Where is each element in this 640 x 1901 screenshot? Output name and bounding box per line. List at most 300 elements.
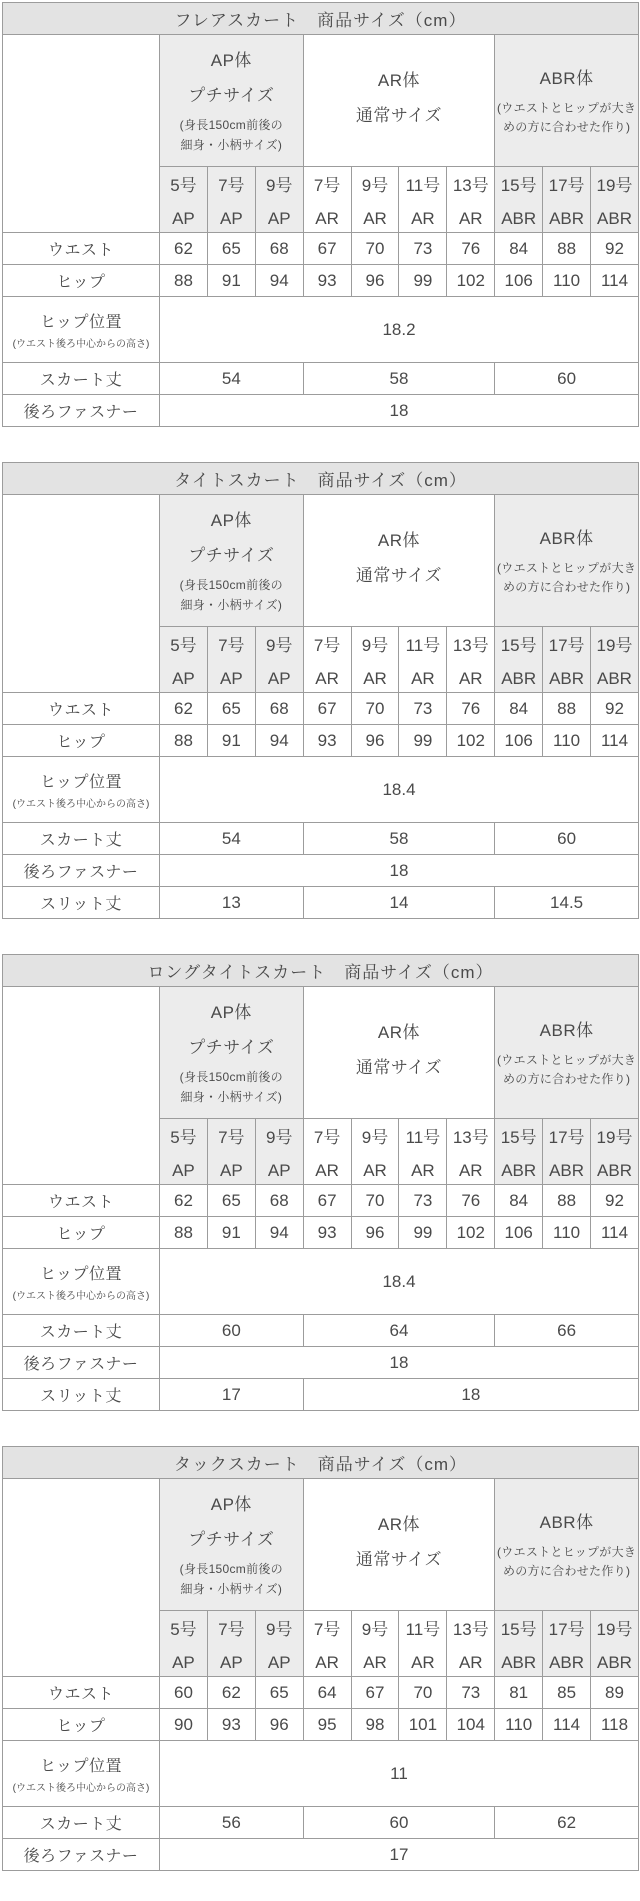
group-name: AR体 xyxy=(377,530,421,550)
value-cell: 94 xyxy=(255,725,303,757)
row-label xyxy=(3,1677,160,1709)
row-label xyxy=(3,887,160,919)
row-label xyxy=(3,363,160,395)
row-label xyxy=(3,855,160,887)
table-title: タイトスカート 商品サイズ（cm） xyxy=(3,463,639,495)
size-body-type-label: AP xyxy=(267,208,291,228)
row-label xyxy=(3,1249,160,1315)
group-note-line: 細身・小柄サイズ) xyxy=(180,137,283,152)
size-body-type-label: AP xyxy=(267,1652,291,1672)
value-cell-merged: 18 xyxy=(160,395,639,427)
group-name: AR体 xyxy=(377,70,421,90)
size-body-type-label: AP xyxy=(267,668,291,688)
size-body-type-label: AR xyxy=(411,1652,435,1672)
size-body-type-label: AR xyxy=(411,1160,435,1180)
group-name: ABR体 xyxy=(539,1512,594,1532)
value-cell: 68 xyxy=(255,233,303,265)
row-label xyxy=(3,1315,160,1347)
size-col-header xyxy=(255,1119,303,1185)
size-number-label: 13号 xyxy=(452,175,489,195)
group-note-line: (ウエストとヒップが大き xyxy=(497,1052,637,1067)
size-body-type-label: ABR xyxy=(597,1160,632,1180)
size-number-label: 11号 xyxy=(405,175,441,195)
size-col-header xyxy=(447,1611,495,1677)
value-cell-group: 58 xyxy=(303,823,495,855)
size-col-header xyxy=(447,167,495,233)
size-number-label: 17号 xyxy=(548,1127,585,1147)
group-note-line: めの方に合わせた作り) xyxy=(502,120,631,134)
size-body-type-label: AR xyxy=(315,208,339,228)
size-col-header xyxy=(399,167,447,233)
value-cell: 88 xyxy=(160,725,208,757)
value-cell-merged: 18 xyxy=(160,855,639,887)
header-spacer-cell xyxy=(3,987,160,1185)
table-row xyxy=(3,887,639,919)
value-cell-group: 60 xyxy=(495,823,639,855)
group-header-ap xyxy=(160,495,304,627)
value-cell-group: 54 xyxy=(160,363,304,395)
size-table-2 xyxy=(2,462,639,919)
value-cell: 60 xyxy=(160,1677,208,1709)
size-number-label: 7号 xyxy=(313,1127,341,1147)
value-cell: 96 xyxy=(351,1217,399,1249)
row-label xyxy=(3,693,160,725)
size-body-type-label: AR xyxy=(363,1160,387,1180)
table-title-row xyxy=(3,955,639,987)
table-row xyxy=(3,1807,639,1839)
value-cell-group: 58 xyxy=(303,363,495,395)
group-name: AP体 xyxy=(210,1495,252,1515)
row-label-text: ウエスト xyxy=(47,1686,114,1703)
size-number-label: 9号 xyxy=(265,175,293,195)
size-col-header xyxy=(303,167,351,233)
value-cell: 73 xyxy=(447,1677,495,1709)
row-label-text: ヒップ xyxy=(56,1226,106,1243)
row-label-text: スカート丈 xyxy=(39,1324,123,1341)
size-col-header xyxy=(255,627,303,693)
table-row xyxy=(3,1217,639,1249)
size-number-label: 13号 xyxy=(452,1619,489,1639)
value-cell: 92 xyxy=(591,693,639,725)
value-cell: 99 xyxy=(399,1217,447,1249)
header-spacer-cell xyxy=(3,1479,160,1677)
value-cell: 118 xyxy=(591,1709,639,1741)
size-body-type-label: AP xyxy=(267,1160,291,1180)
value-cell: 102 xyxy=(447,265,495,297)
group-header-abr xyxy=(495,35,639,167)
size-number-label: 15号 xyxy=(500,1127,537,1147)
value-cell: 85 xyxy=(543,1677,591,1709)
size-number-label: 19号 xyxy=(596,1619,633,1639)
value-cell: 70 xyxy=(399,1677,447,1709)
value-cell: 84 xyxy=(495,1185,543,1217)
group-header-row xyxy=(3,35,639,167)
size-body-type-label: AP xyxy=(172,208,195,228)
value-cell: 91 xyxy=(207,265,255,297)
row-label-text: ヒップ位置 xyxy=(39,1758,123,1775)
group-subtitle: プチサイズ xyxy=(188,1530,275,1550)
size-number-label: 9号 xyxy=(265,1127,293,1147)
table-title-row xyxy=(3,1447,639,1479)
group-name: AP体 xyxy=(210,51,252,71)
value-cell: 93 xyxy=(303,1217,351,1249)
size-body-type-label: AP xyxy=(172,1160,195,1180)
value-cell: 94 xyxy=(255,1217,303,1249)
size-col-header xyxy=(447,1119,495,1185)
value-cell-group: 54 xyxy=(160,823,304,855)
value-cell: 70 xyxy=(351,1185,399,1217)
value-cell-group: 13 xyxy=(160,887,304,919)
size-number-label: 9号 xyxy=(361,635,389,655)
group-name: ABR体 xyxy=(539,68,594,88)
size-body-type-label: AP xyxy=(219,668,243,688)
size-col-header xyxy=(207,1119,255,1185)
size-table-4 xyxy=(2,1446,639,1871)
size-body-type-label: AP xyxy=(219,1160,243,1180)
group-subtitle: 通常サイズ xyxy=(355,105,443,125)
group-note-line: めの方に合わせた作り) xyxy=(502,1564,631,1578)
table-row xyxy=(3,757,639,823)
value-cell-merged: 17 xyxy=(160,1839,639,1871)
value-cell: 93 xyxy=(207,1709,255,1741)
tables-root xyxy=(0,2,640,1871)
table-body xyxy=(3,233,639,427)
table-title: フレアスカート 商品サイズ（cm） xyxy=(3,3,639,35)
group-name: AP体 xyxy=(210,1003,252,1023)
size-col-header xyxy=(207,627,255,693)
size-col-header xyxy=(543,1611,591,1677)
size-col-header xyxy=(543,1119,591,1185)
size-body-type-label: AP xyxy=(172,1652,195,1672)
row-label xyxy=(3,1347,160,1379)
row-label-text: スリット丈 xyxy=(40,896,122,913)
size-body-type-label: AR xyxy=(315,1652,339,1672)
size-body-type-label: ABR xyxy=(597,208,632,228)
size-body-type-label: ABR xyxy=(549,1652,585,1672)
group-note-line: (身長150cm前後の xyxy=(179,118,283,133)
value-cell: 68 xyxy=(255,693,303,725)
value-cell: 92 xyxy=(591,233,639,265)
value-cell: 65 xyxy=(207,233,255,265)
group-note-line: 細身・小柄サイズ) xyxy=(180,1089,283,1104)
group-header-abr xyxy=(495,1479,639,1611)
row-label-text: スカート丈 xyxy=(39,372,123,389)
size-number-label: 9号 xyxy=(361,1127,389,1147)
size-col-header xyxy=(303,627,351,693)
group-name: AP体 xyxy=(210,511,252,531)
size-body-type-label: ABR xyxy=(549,668,585,688)
value-cell-group: 17 xyxy=(160,1379,304,1411)
value-cell: 76 xyxy=(447,233,495,265)
value-cell: 84 xyxy=(495,693,543,725)
group-name: AR体 xyxy=(377,1514,421,1534)
row-label xyxy=(3,823,160,855)
value-cell: 101 xyxy=(399,1709,447,1741)
size-number-label: 11号 xyxy=(405,1619,441,1639)
value-cell: 93 xyxy=(303,725,351,757)
group-header-ar xyxy=(303,1479,495,1611)
size-body-type-label: AR xyxy=(458,1160,483,1180)
value-cell: 67 xyxy=(303,693,351,725)
size-body-type-label: AP xyxy=(172,668,195,688)
group-note-line: (身長150cm前後の xyxy=(179,578,283,593)
size-number-label: 15号 xyxy=(500,175,537,195)
row-label xyxy=(3,725,160,757)
group-subtitle: プチサイズ xyxy=(188,86,275,106)
value-cell: 110 xyxy=(495,1709,543,1741)
value-cell: 88 xyxy=(543,233,591,265)
size-number-label: 5号 xyxy=(170,175,197,195)
group-note-line: (身長150cm前後の xyxy=(179,1562,283,1577)
size-col-header xyxy=(591,627,639,693)
value-cell: 68 xyxy=(255,1185,303,1217)
size-col-header xyxy=(495,1611,543,1677)
size-number-label: 17号 xyxy=(548,175,585,195)
group-subtitle: 通常サイズ xyxy=(355,1549,443,1569)
size-number-label: 9号 xyxy=(265,1619,293,1639)
value-cell: 62 xyxy=(160,233,208,265)
size-body-type-label: AP xyxy=(219,208,243,228)
value-cell: 90 xyxy=(160,1709,208,1741)
size-number-label: 15号 xyxy=(500,635,537,655)
size-col-header xyxy=(543,167,591,233)
value-cell-group: 62 xyxy=(495,1807,639,1839)
row-label xyxy=(3,1379,160,1411)
size-body-type-label: AR xyxy=(363,208,387,228)
size-number-label: 19号 xyxy=(596,175,633,195)
group-header-ap xyxy=(160,35,304,167)
value-cell: 62 xyxy=(207,1677,255,1709)
value-cell: 96 xyxy=(351,725,399,757)
size-col-header xyxy=(447,627,495,693)
value-cell: 110 xyxy=(543,265,591,297)
table-title: タックスカート 商品サイズ（cm） xyxy=(3,1447,639,1479)
group-name: ABR体 xyxy=(539,528,594,548)
size-body-type-label: ABR xyxy=(501,668,537,688)
value-cell: 88 xyxy=(160,265,208,297)
table-title-row xyxy=(3,3,639,35)
row-label-text: ヒップ位置 xyxy=(39,1266,123,1283)
table-body xyxy=(3,1185,639,1411)
table-row xyxy=(3,1249,639,1315)
row-label-text: スリット丈 xyxy=(40,1388,122,1405)
value-cell-merged: 18.4 xyxy=(160,1249,639,1315)
value-cell-merged: 18.4 xyxy=(160,757,639,823)
row-label-text: 後ろファスナー xyxy=(23,864,139,881)
size-col-header xyxy=(207,1611,255,1677)
value-cell: 106 xyxy=(495,1217,543,1249)
value-cell: 65 xyxy=(207,1185,255,1217)
size-col-header xyxy=(160,627,208,693)
value-cell: 92 xyxy=(591,1185,639,1217)
size-body-type-label: ABR xyxy=(549,1160,585,1180)
value-cell: 96 xyxy=(351,265,399,297)
size-body-type-label: AR xyxy=(411,668,435,688)
group-subtitle: 通常サイズ xyxy=(355,565,443,585)
size-body-type-label: ABR xyxy=(501,1160,537,1180)
size-col-header xyxy=(351,167,399,233)
row-label-text: ヒップ位置 xyxy=(39,774,123,791)
size-col-header xyxy=(351,627,399,693)
value-cell-group: 60 xyxy=(303,1807,495,1839)
header-spacer-cell xyxy=(3,495,160,693)
size-col-header xyxy=(255,1611,303,1677)
value-cell-merged: 18.2 xyxy=(160,297,639,363)
value-cell-group: 14 xyxy=(303,887,495,919)
row-label xyxy=(3,757,160,823)
row-label xyxy=(3,297,160,363)
row-label-text: 後ろファスナー xyxy=(23,1848,139,1865)
table-title-row xyxy=(3,463,639,495)
value-cell: 93 xyxy=(303,265,351,297)
row-label xyxy=(3,1741,160,1807)
value-cell: 62 xyxy=(160,693,208,725)
row-label-text: ウエスト xyxy=(47,702,114,719)
size-number-label: 7号 xyxy=(313,635,341,655)
row-label-note: (ウエスト後ろ中心からの高さ) xyxy=(12,1783,150,1794)
group-header-row xyxy=(3,495,639,627)
row-label-text: ウエスト xyxy=(47,1194,114,1211)
group-header-ar xyxy=(303,35,495,167)
size-number-label: 11号 xyxy=(405,1127,441,1147)
value-cell: 114 xyxy=(591,725,639,757)
size-number-label: 17号 xyxy=(548,1619,585,1639)
value-cell: 96 xyxy=(255,1709,303,1741)
row-label-note: (ウエスト後ろ中心からの高さ) xyxy=(12,1291,150,1302)
value-cell: 94 xyxy=(255,265,303,297)
row-label-text: ウエスト xyxy=(47,242,114,259)
table-row xyxy=(3,693,639,725)
size-number-label: 5号 xyxy=(170,1619,197,1639)
value-cell: 91 xyxy=(207,1217,255,1249)
table-row xyxy=(3,823,639,855)
group-subtitle: プチサイズ xyxy=(188,546,275,566)
value-cell: 76 xyxy=(447,693,495,725)
size-number-label: 19号 xyxy=(596,1127,633,1147)
size-number-label: 9号 xyxy=(361,175,389,195)
table-row xyxy=(3,1839,639,1871)
row-label xyxy=(3,233,160,265)
value-cell: 67 xyxy=(303,233,351,265)
size-col-header xyxy=(495,627,543,693)
size-body-type-label: AR xyxy=(315,668,339,688)
size-col-header xyxy=(399,627,447,693)
value-cell: 110 xyxy=(543,1217,591,1249)
value-cell: 73 xyxy=(399,233,447,265)
value-cell: 65 xyxy=(255,1677,303,1709)
value-cell: 114 xyxy=(591,1217,639,1249)
size-number-label: 13号 xyxy=(452,1127,489,1147)
value-cell-group: 64 xyxy=(303,1315,495,1347)
row-label-text: ヒップ位置 xyxy=(39,314,123,331)
value-cell: 88 xyxy=(543,1185,591,1217)
row-label xyxy=(3,1807,160,1839)
table-body xyxy=(3,693,639,919)
value-cell: 88 xyxy=(160,1217,208,1249)
value-cell: 73 xyxy=(399,1185,447,1217)
value-cell: 110 xyxy=(543,725,591,757)
size-body-type-label: AP xyxy=(219,1652,243,1672)
table-row xyxy=(3,395,639,427)
value-cell: 88 xyxy=(543,693,591,725)
group-header-row xyxy=(3,987,639,1119)
table-row xyxy=(3,297,639,363)
size-body-type-label: ABR xyxy=(597,1652,632,1672)
table-row xyxy=(3,1379,639,1411)
table-row xyxy=(3,855,639,887)
table-row xyxy=(3,1741,639,1807)
size-number-label: 7号 xyxy=(218,1619,245,1639)
value-cell: 81 xyxy=(495,1677,543,1709)
size-number-label: 15号 xyxy=(500,1619,537,1639)
row-label-text: ヒップ xyxy=(56,734,106,751)
header-spacer-cell xyxy=(3,35,160,233)
table-title: ロングタイトスカート 商品サイズ（cm） xyxy=(3,955,639,987)
size-col-header xyxy=(399,1119,447,1185)
group-header-ap xyxy=(160,1479,304,1611)
table-body xyxy=(3,1677,639,1871)
group-note-line: めの方に合わせた作り) xyxy=(502,1072,631,1086)
size-body-type-label: ABR xyxy=(597,668,632,688)
value-cell: 89 xyxy=(591,1677,639,1709)
group-note-line: (ウエストとヒップが大き xyxy=(496,1544,637,1559)
value-cell: 73 xyxy=(399,693,447,725)
value-cell: 76 xyxy=(447,1185,495,1217)
value-cell-group: 14.5 xyxy=(495,887,639,919)
value-cell: 99 xyxy=(399,265,447,297)
value-cell-group: 60 xyxy=(495,363,639,395)
size-number-label: 19号 xyxy=(596,635,633,655)
size-number-label: 7号 xyxy=(218,635,245,655)
row-label-text: 後ろファスナー xyxy=(23,404,139,421)
row-label xyxy=(3,1709,160,1741)
size-body-type-label: AR xyxy=(363,1652,387,1672)
size-body-type-label: ABR xyxy=(549,208,585,228)
table-row xyxy=(3,1347,639,1379)
size-table-3 xyxy=(2,954,639,1411)
size-body-type-label: AR xyxy=(363,668,387,688)
row-label-text: 後ろファスナー xyxy=(23,1356,139,1373)
row-label-text: ヒップ xyxy=(56,274,106,291)
size-col-header xyxy=(495,1119,543,1185)
row-label xyxy=(3,395,160,427)
row-label-note: (ウエスト後ろ中心からの高さ) xyxy=(12,799,150,810)
group-note-line: (ウエストとヒップが大き xyxy=(496,100,637,115)
size-col-header xyxy=(160,1119,208,1185)
size-col-header xyxy=(351,1119,399,1185)
table-row xyxy=(3,363,639,395)
row-label xyxy=(3,265,160,297)
value-cell: 95 xyxy=(303,1709,351,1741)
size-col-header xyxy=(303,1119,351,1185)
table-row xyxy=(3,1185,639,1217)
group-note-line: 細身・小柄サイズ) xyxy=(180,597,283,612)
table-row xyxy=(3,725,639,757)
group-header-abr xyxy=(495,495,639,627)
size-col-header xyxy=(543,627,591,693)
value-cell: 70 xyxy=(351,233,399,265)
group-note-line: めの方に合わせた作り) xyxy=(502,580,631,594)
size-body-type-label: AR xyxy=(315,1160,339,1180)
group-name: ABR体 xyxy=(539,1020,594,1040)
size-number-label: 5号 xyxy=(170,635,197,655)
group-note-line: 細身・小柄サイズ) xyxy=(180,1581,283,1596)
group-header-row xyxy=(3,1479,639,1611)
value-cell-group: 18 xyxy=(303,1379,638,1411)
value-cell-group: 56 xyxy=(160,1807,304,1839)
table-row xyxy=(3,1709,639,1741)
group-note-line: (ウエストとヒップが大き xyxy=(496,560,637,575)
